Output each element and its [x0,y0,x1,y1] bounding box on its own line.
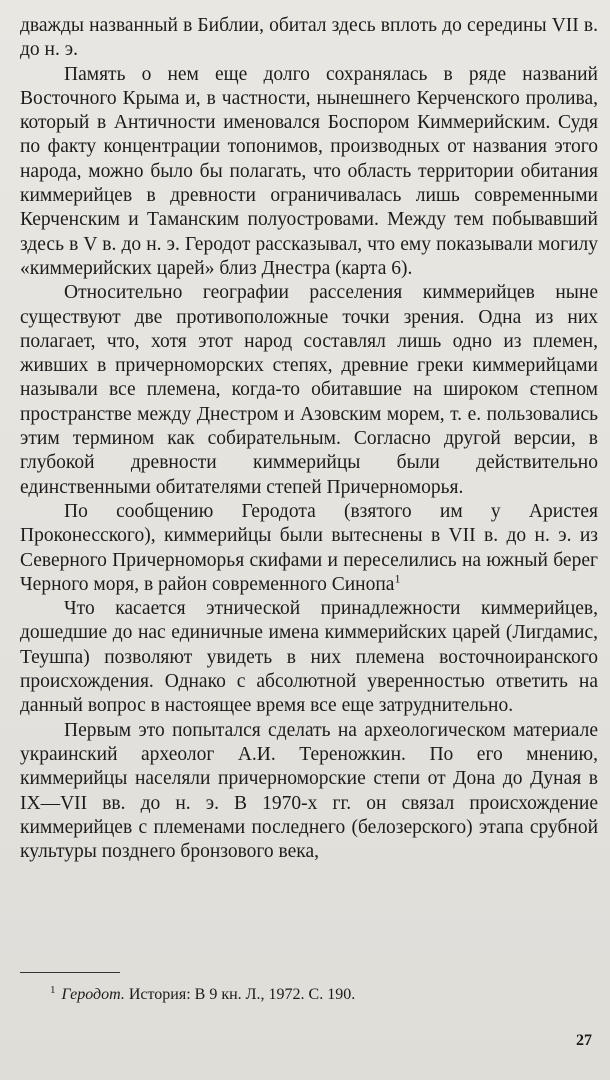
page-number: 27 [576,1032,592,1049]
footnote-number: 1 [50,983,56,996]
paragraph: Первым это попытался сделать на археологическом материале украинский археолог А.И. Тереножкин. По его мнению, киммерийцы населяли причерноморские степи от Дона до Дуная в IX—VII вв. до н. э. В 1970-х гг. он связал происхождение киммерийцев с племенами последнего (белозерского) этапа срубной культуры позднего бронзового века, [20,719,598,863]
paragraph-text: По сообщению Геродота (взятого им у Аристея Проконесского), киммерийцы были вытеснены в VII в. до н. э. из Северного Причерноморья скифами и переселились на южный берег Черного моря, в район современного Синопа [20,500,598,595]
footnote [50,985,590,1005]
paragraph-with-footnote [20,500,598,597]
paragraph: дважды названный в Библии, обитал здесь вплоть до середины VII в. до н. э. [20,15,598,61]
footnote-text: История: В 9 кн. Л., 1972. С. 190. [128,986,356,1003]
paragraph: Память о нем еще долго сохранялась в ряде названий Восточного Крыма и, в частности, нынешнего Керченского пролива, который в Античности именовался Боспором Киммерийским. Судя по факту концентрации топонимов, производных от названия этого народа, можно было бы полагать, что область территории обитания киммерийцев в древности ограничивалась лишь современными Керченским и Таманским полуостровами. Между тем побывавший здесь в V в. до н. э. Геродот рассказывал, что ему показывали могилу «киммерийских царей» близ Днестра (карта 6). [20,63,598,279]
body-text [20,14,598,864]
paragraph: Относительно географии расселения киммерийцев ныне существуют две противоположные точки зрения. Одна из них полагает, что, хотя этот народ составлял лишь одно из племен, живших в причерноморских степях, древние греки киммерийцами называли все племена, когда-то обитавшие на широком степном пространстве между Днестром и Азовским морем, т. е. пользовались этим термином как собирательным. Согласно другой версии, в глубокой древности киммерийцы были действительно единственными обитателями степей Причерноморья. [20,282,598,498]
footnote-divider [20,972,120,973]
footnote-author: Геродот. [61,986,125,1003]
paragraph: Что касается этнической принадлежности киммерийцев, дошедшие до нас единичные имена киммерийских царей (Лигдамис, Теушпа) позволяют увидеть в них племена восточноиранского происхождения. Однако с абсолютной уверенностью ответить на данный вопрос в настоящее время все еще затруднительно. [20,598,598,717]
footnote-reference: 1 [394,571,401,586]
